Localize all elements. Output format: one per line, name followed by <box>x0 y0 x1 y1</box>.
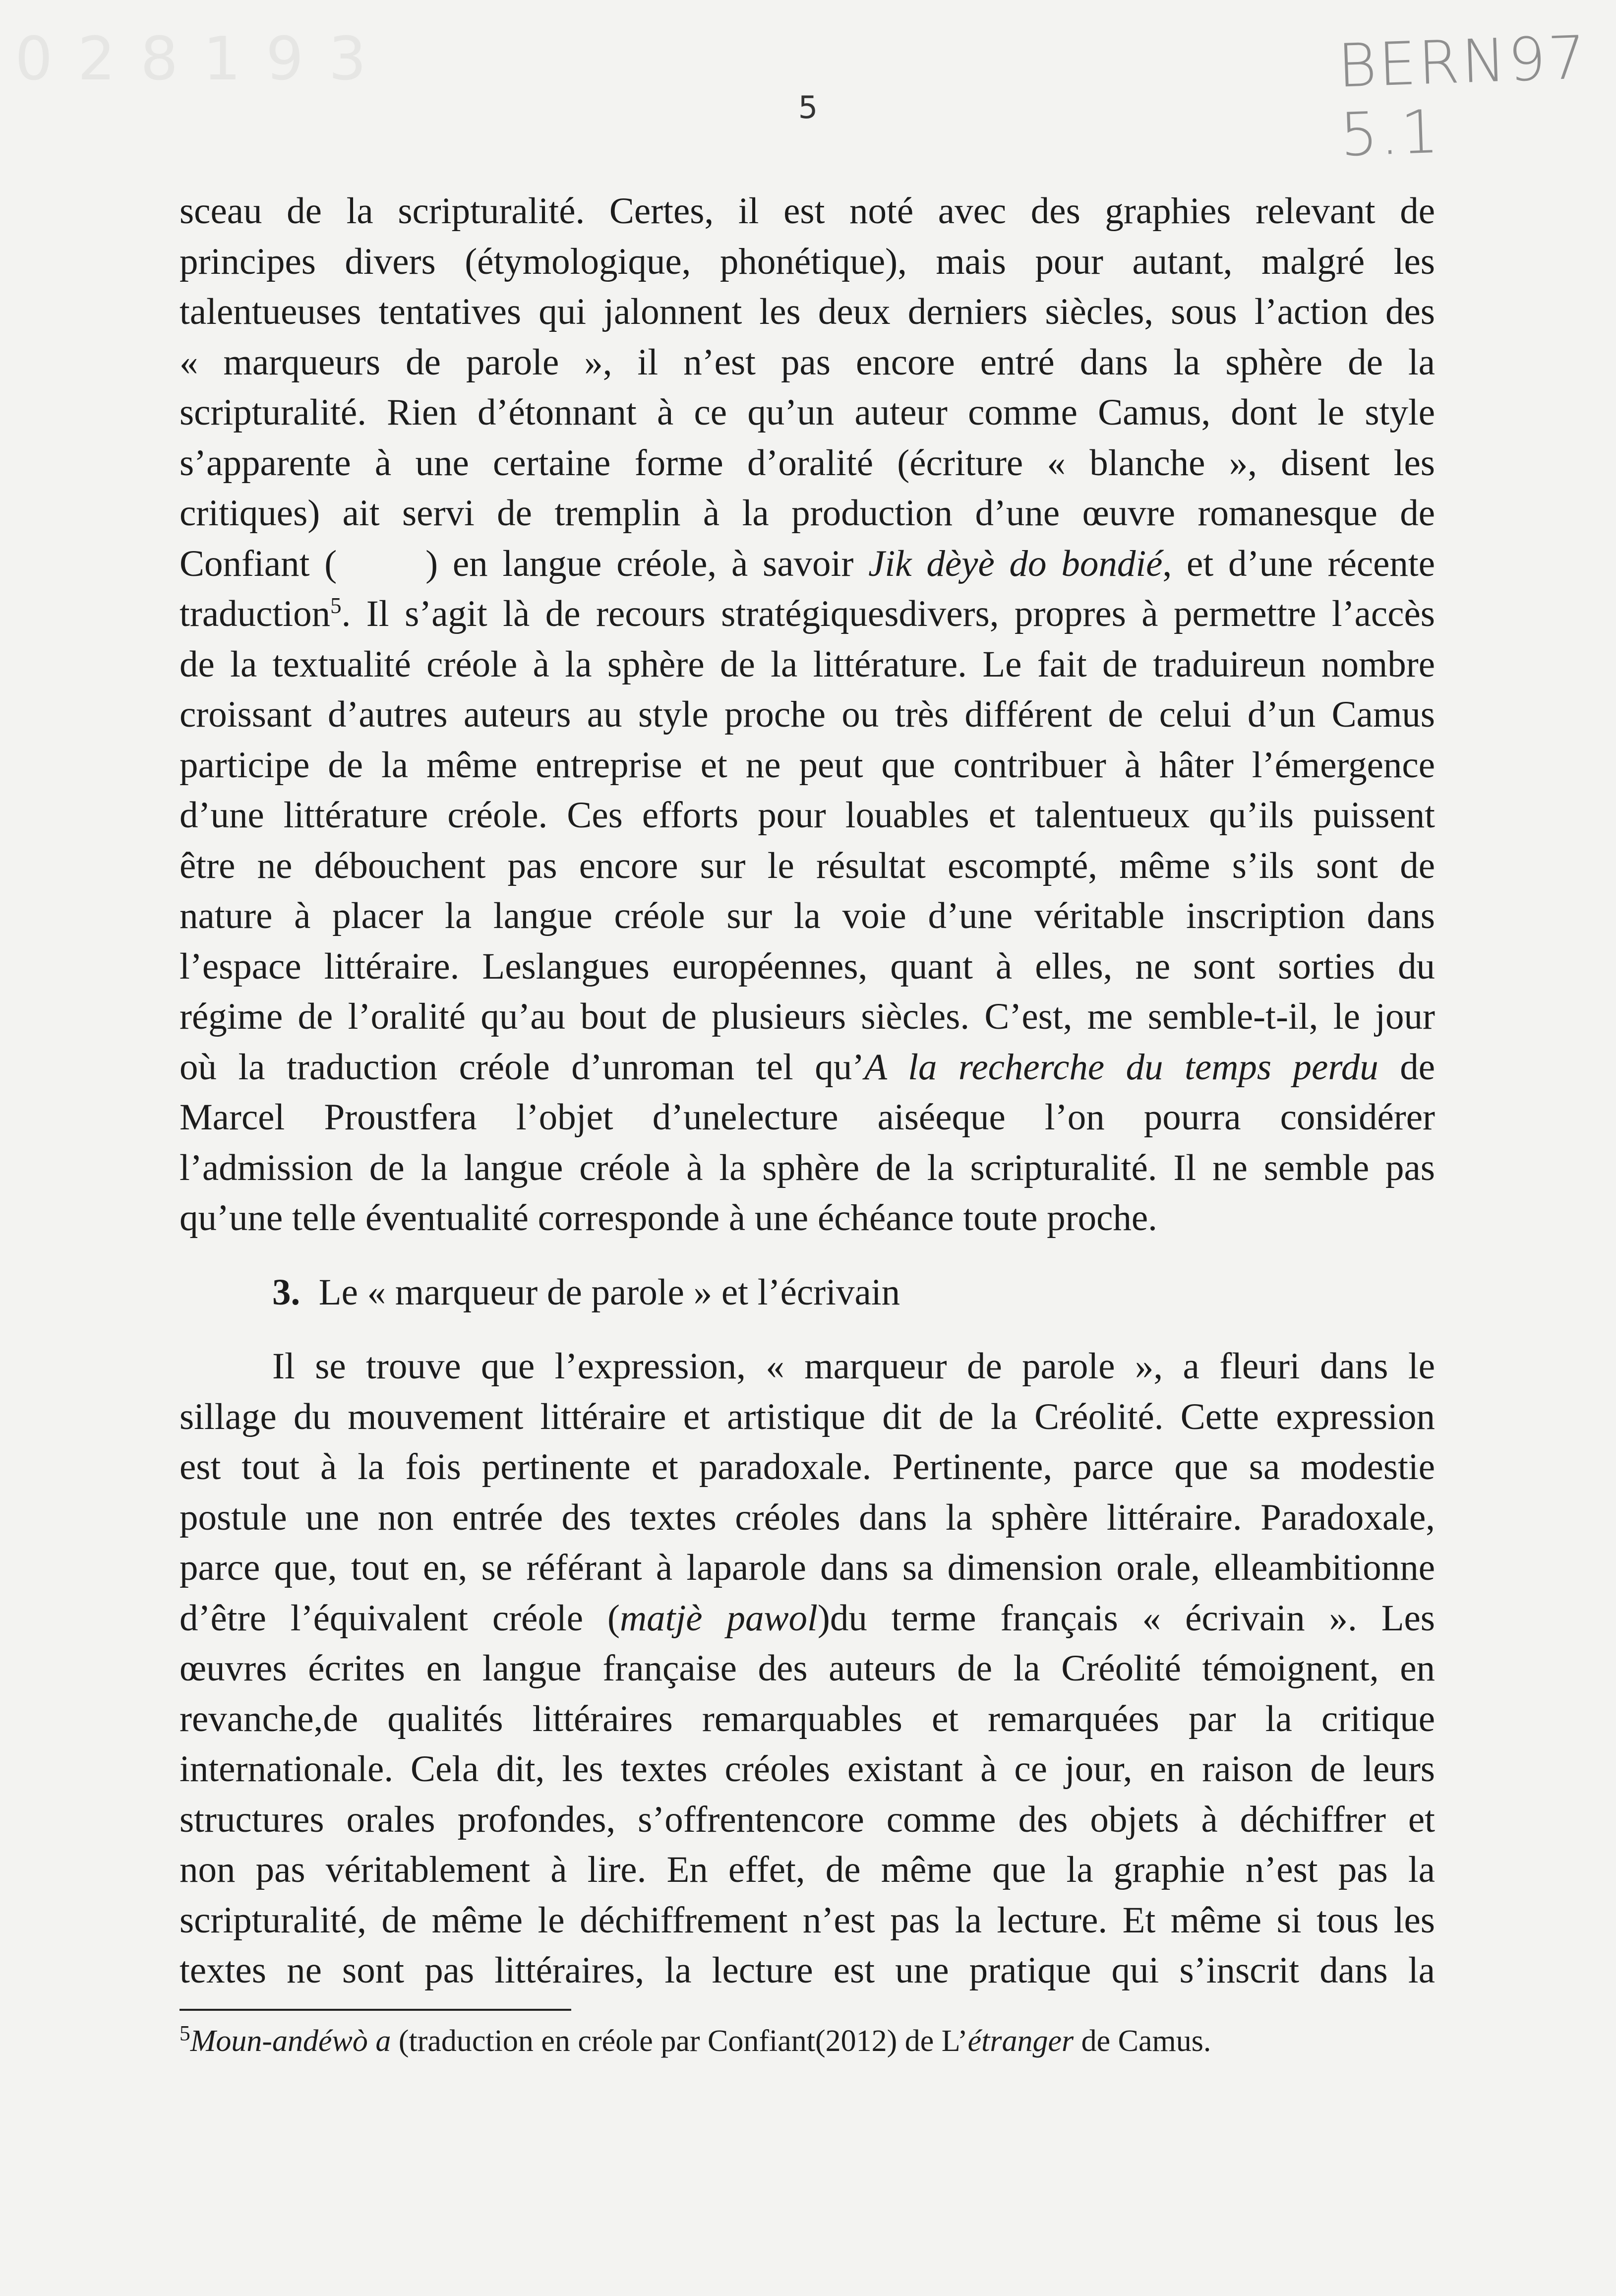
text-line: non pas véritablement à lire. En effet, de même que la graphie n’est pas la <box>180 1849 1435 1890</box>
section-heading <box>180 1267 1435 1318</box>
text-line: Marcel Proustfera l’objet d’unelecture aiséeque l’on pourra considérer <box>180 1097 1435 1138</box>
footnote-separator <box>180 2009 571 2011</box>
text-line: Il se trouve que l’expression, « marqueur de parole », a fleuri dans le <box>272 1346 1435 1387</box>
text-segment: de <box>1378 1046 1435 1088</box>
main-text <box>180 186 1435 1996</box>
section-title: Le « marqueur de parole » et l’écrivain <box>318 1271 900 1313</box>
text-line: qu’une telle éventualité corresponde à une échéance toute proche. <box>180 1197 1157 1239</box>
text-line: critiques) ait servi de tremplin à la production d’une œuvre romanesque de <box>180 493 1435 534</box>
text-line: de la textualité créole à la sphère de la littérature. Le fait de traduireun nombre <box>180 643 1435 685</box>
text-line: talentueuses tentatives qui jalonnent les deux derniers siècles, sous l’action des <box>180 291 1435 332</box>
creole-term: matjè pawol <box>619 1597 818 1639</box>
text-line: principes divers (étymologique, phonétique), mais pour autant, malgré les <box>180 241 1435 282</box>
text-line: « marqueurs de parole », il n’est pas encore entré dans la sphère de la <box>180 341 1435 383</box>
paragraph-1 <box>180 186 1435 1243</box>
section-number: 3. <box>272 1271 300 1313</box>
footnote-text: de Camus. <box>1074 2024 1211 2058</box>
faint-stamp-mark: 0 2 8 1 9 3 <box>15 25 369 94</box>
text-line <box>180 539 1435 589</box>
text-line: structures orales profondes, s’offrentencore comme des objets à déchiffrer et <box>180 1799 1435 1840</box>
footnote-reference: 5 <box>330 593 342 618</box>
footnote-marker: 5 <box>180 2021 190 2046</box>
text-line: l’admission de la langue créole à la sphère de la scripturalité. Il ne semble pas <box>180 1147 1435 1188</box>
text-line: être ne débouchent pas encore sur le résultat escompté, même s’ils sont de <box>180 845 1435 886</box>
text-line <box>180 589 1435 639</box>
text-line: s’apparente à une certaine forme d’oralité (écriture « blanche », disent les <box>180 442 1435 484</box>
text-segment: traduction <box>180 593 331 634</box>
text-line: scripturalité, de même le déchiffrement n’est pas la lecture. Et même si tous les <box>180 1899 1435 1941</box>
text-line: scripturalité. Rien d’étonnant à ce qu’un auteur comme Camus, dont le style <box>180 392 1435 433</box>
text-line: croissant d’autres auteurs au style proche ou très différent de celui d’un Camus <box>180 694 1435 735</box>
handwritten-reference: BERN97 5.1 <box>1336 23 1589 170</box>
text-segment: Confiant ( ) en langue créole, à savoir <box>180 543 869 584</box>
footnote-text: (traduction en créole par Confiant(2012) de <box>391 2024 942 2058</box>
footnote-work-title: étranger <box>967 2024 1074 2058</box>
text-line: parce que, tout en, se référant à laparole dans sa dimension orale, elleambitionne <box>180 1547 1435 1588</box>
text-line: sceau de la scripturalité. Certes, il est noté avec des graphies relevant de <box>180 190 1435 232</box>
text-line: régime de l’oralité qu’au bout de plusieurs siècles. C’est, me semble-t-il, le jour <box>180 996 1435 1037</box>
text-segment: d’être l’équivalent créole ( <box>180 1597 620 1639</box>
page-number: 5 <box>798 89 818 125</box>
book-title: Jik dèyè do bondié <box>868 543 1163 584</box>
text-line: l’espace littéraire. Leslangues européennes, quant à elles, ne sont sorties du <box>180 945 1435 987</box>
paragraph-2 <box>180 1341 1435 1996</box>
text-line: d’une littérature créole. Ces efforts pour louables et talentueux qu’ils puissent <box>180 795 1435 836</box>
text-line: textes ne sont pas littéraires, la lecture est une pratique qui s’inscrit dans la <box>180 1950 1435 1991</box>
text-line: participe de la même entreprise et ne peut que contribuer à hâter l’émergence <box>180 744 1435 786</box>
footnote <box>180 2021 1435 2061</box>
text-line: nature à placer la langue créole sur la voie d’une véritable inscription dans <box>180 895 1435 936</box>
text-line: postule une non entrée des textes créoles dans la sphère littéraire. Paradoxale, <box>180 1496 1435 1538</box>
text-segment: , et d’une récente <box>1162 543 1435 584</box>
text-line: revanche,de qualités littéraires remarquables et remarquées par la critique <box>180 1698 1435 1739</box>
text-line <box>180 1593 1435 1644</box>
text-segment: . Il s’agit là de recours stratégiquesdivers, propres à permettre l’accès <box>341 593 1435 634</box>
text-segment: où la traduction créole d’unroman tel qu’ <box>180 1046 865 1088</box>
text-line: œuvres écrites en langue française des auteurs de la Créolité témoignent, en <box>180 1648 1435 1689</box>
book-title: A la recherche du temps perdu <box>864 1046 1378 1088</box>
text-line <box>180 1042 1435 1093</box>
text-line: sillage du mouvement littéraire et artistique dit de la Créolité. Cette expression <box>180 1396 1435 1437</box>
text-line: internationale. Cela dit, les textes créoles existant à ce jour, en raison de leurs <box>180 1748 1435 1790</box>
footnote-article: L’ <box>941 2024 968 2058</box>
text-line: est tout à la fois pertinente et paradoxale. Pertinente, parce que sa modestie <box>180 1446 1435 1488</box>
text-segment: )du terme français « écrivain ». Les <box>817 1597 1435 1639</box>
footnote-book-title: Moun-andéwò a <box>190 2024 391 2058</box>
